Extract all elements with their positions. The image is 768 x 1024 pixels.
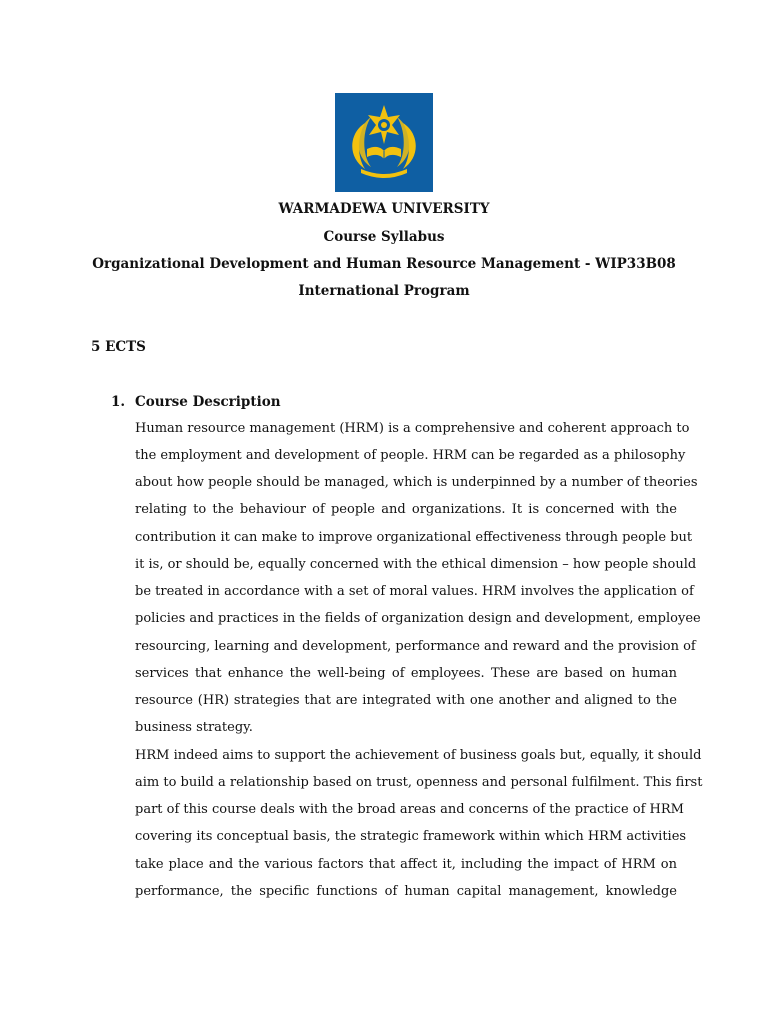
- paragraph-line: policies and practices in the fields of organization design and development, employee: [135, 611, 701, 626]
- university-name: WARMADEWA UNIVERSITY: [278, 201, 490, 217]
- paragraph-line: part of this course deals with the broad areas and concerns of the practice of HRM: [135, 802, 684, 817]
- paragraph-line: take place and the various factors that affect it, including the impact of HRM on: [135, 857, 677, 872]
- paragraph-line: contribution it can make to improve organizational effectiveness through people but: [135, 530, 693, 545]
- university-logo: [335, 93, 433, 192]
- paragraph-line: be treated in accordance with a set of moral values. HRM involves the application of: [135, 584, 694, 599]
- section-title: Course Description: [135, 394, 281, 410]
- section-number: 1.: [111, 394, 126, 410]
- course-credits: 5 ECTS: [91, 339, 146, 355]
- paragraph-line: covering its conceptual basis, the strategic framework within which HRM activities: [135, 829, 687, 844]
- paragraph-line: performance, the specific functions of human capital management, knowledge: [135, 884, 677, 899]
- paragraph-line: Human resource management (HRM) is a comprehensive and coherent approach to: [135, 421, 690, 436]
- paragraph-line: it is, or should be, equally concerned with the ethical dimension – how people should: [135, 557, 697, 572]
- paragraph-line: aim to build a relationship based on trust, openness and personal fulfilment. This first: [135, 775, 703, 790]
- paragraph-line: relating to the behaviour of people and organizations. It is concerned with the: [135, 502, 677, 517]
- program-name: International Program: [298, 283, 470, 299]
- paragraph-line: HRM indeed aims to support the achievement of business goals but, equally, it should: [135, 748, 702, 763]
- course-title: Organizational Development and Human Resource Management - WIP33B08: [92, 256, 676, 272]
- document-type: Course Syllabus: [323, 229, 445, 245]
- university-emblem-icon: [335, 93, 433, 192]
- paragraph-line: about how people should be managed, which is underpinned by a number of theories: [135, 475, 698, 490]
- section-heading: [111, 391, 281, 413]
- paragraph-line: resource (HR) strategies that are integrated with one another and aligned to the: [135, 693, 677, 708]
- paragraph-line: business strategy.: [135, 720, 253, 735]
- paragraph-line: resourcing, learning and development, performance and reward and the provision of: [135, 639, 696, 654]
- paragraph-line: services that enhance the well-being of employees. These are based on human: [135, 666, 677, 681]
- paragraph-line: the employment and development of people. HRM can be regarded as a philosophy: [135, 448, 686, 463]
